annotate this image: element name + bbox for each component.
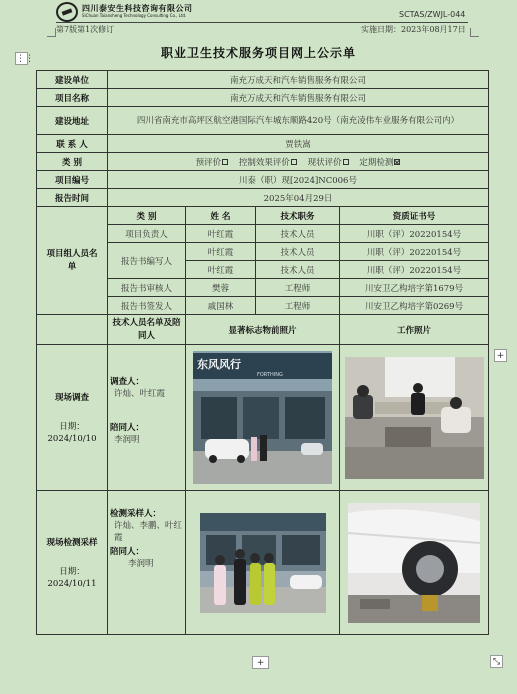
accompany-label: 陪同人： <box>110 423 145 433</box>
photos-header-blank <box>37 315 108 345</box>
plus-icon[interactable]: + <box>494 349 507 362</box>
sampling-people <box>108 491 186 635</box>
col-header-type: 类 别 <box>108 207 186 225</box>
label-project-number: 项目编号 <box>37 171 108 189</box>
member-type: 项目负责人 <box>108 225 186 243</box>
sign-text-en: FORTHING <box>257 372 283 378</box>
col-header-work-photo: 工作照片 <box>340 315 489 345</box>
value-project-number: 川泰（职）现[2024]NC006号 <box>108 171 489 189</box>
sampling-work-photo-cell <box>340 491 489 635</box>
move-handle-icon[interactable]: ⋮⋮ <box>16 54 34 64</box>
document-number: SCTAS/ZWJL-044 <box>399 10 466 19</box>
accompany-label: 陪同人： <box>110 547 145 557</box>
col-header-sign-photo: 显著标志物前照片 <box>186 315 340 345</box>
survey-row <box>37 345 489 491</box>
value-unit: 南充万成天和汽车销售服务有限公司 <box>108 71 489 89</box>
label-member-group: 项目组人员名单 <box>37 207 108 315</box>
version-info: 第7版第1次修订 <box>56 25 115 34</box>
survey-work-photo <box>345 357 484 479</box>
value-contact: 贾铁嵩 <box>108 135 489 153</box>
member-name: 叶红霞 <box>186 243 256 261</box>
document-header <box>0 0 517 40</box>
member-name: 叶红霞 <box>186 261 256 279</box>
member-type: 报告书编写人 <box>108 243 186 279</box>
checkbox-periodic-testing[interactable] <box>394 159 400 165</box>
sampling-team-photo <box>200 513 326 613</box>
sampling-sign-photo-cell <box>186 491 340 635</box>
label-project: 项目名称 <box>37 89 108 107</box>
col-header-duty: 技术职务 <box>256 207 340 225</box>
crop-mark-top-left <box>47 28 56 37</box>
member-type: 报告书审核人 <box>108 279 186 297</box>
member-name: 樊蓉 <box>186 279 256 297</box>
sampling-work-photo <box>348 503 480 623</box>
resize-icon[interactable]: ⤡ <box>490 655 503 668</box>
accompany-name: 李润明 <box>114 435 140 445</box>
category-option[interactable]: 控制效果评价 <box>239 158 297 168</box>
member-duty: 工程师 <box>256 279 340 297</box>
survey-date: 2024/10/10 <box>47 433 97 444</box>
label-report-time: 报告时间 <box>37 189 108 207</box>
label-unit: 建设单位 <box>37 71 108 89</box>
col-header-cert: 资质证书号 <box>340 207 489 225</box>
label-contact: 联 系 人 <box>37 135 108 153</box>
survey-people <box>108 345 186 491</box>
survey-date-label: 日期： <box>59 421 85 432</box>
label-category: 类 别 <box>37 153 108 171</box>
investigator-names: 许灿、叶红霞 <box>114 389 166 399</box>
category-option[interactable]: 定期检测 <box>359 158 400 168</box>
value-project: 南充万成天和汽车销售服务有限公司 <box>108 89 489 107</box>
survey-work-photo-cell <box>340 345 489 491</box>
checkbox-status-evaluation[interactable] <box>343 159 349 165</box>
value-address: 四川省南充市高坪区航空港国际汽车城东顺路420号（南充凌伟车业服务有限公司内） <box>108 107 489 135</box>
checkbox-control-effect[interactable] <box>291 159 297 165</box>
member-cert: 川安卫乙构培字第1679号 <box>340 279 489 297</box>
sampling-date: 2024/10/11 <box>47 578 97 589</box>
member-duty: 工程师 <box>256 297 340 315</box>
member-duty: 技术人员 <box>256 261 340 279</box>
survey-info <box>37 345 108 491</box>
member-cert: 川职（评）20220154号 <box>340 243 489 261</box>
sampling-info <box>37 491 108 635</box>
sign-text-cn: 东风风行 <box>197 358 241 371</box>
company-name-en: SiChuan Taiansheng Technology Consulting Co., Ltd. <box>82 13 187 18</box>
category-option[interactable]: 预评价 <box>196 158 229 168</box>
col-header-name: 姓 名 <box>186 207 256 225</box>
category-option[interactable]: 现状评价 <box>308 158 349 168</box>
company-name: 四川泰安生科技咨询有限公司 <box>82 4 193 13</box>
sampling-row <box>37 491 489 635</box>
category-options <box>108 153 489 171</box>
dealership-sign-photo <box>193 351 332 484</box>
investigator-label: 调查人： <box>110 377 145 387</box>
member-name: 叶红霞 <box>186 225 256 243</box>
member-cert: 川安卫乙构培字第0269号 <box>340 297 489 315</box>
member-duty: 技术人员 <box>256 225 340 243</box>
company-logo-icon <box>56 2 78 22</box>
sampler-names: 许灿、李鹏、叶红霞 <box>114 521 183 543</box>
member-cert: 川职（评）20220154号 <box>340 225 489 243</box>
label-address: 建设地址 <box>37 107 108 135</box>
crop-mark-top-right <box>470 28 479 37</box>
checkbox-preassessment[interactable] <box>222 159 228 165</box>
member-cert: 川职（评）20220154号 <box>340 261 489 279</box>
col-header-people: 技术人员名单及陪同人 <box>108 315 186 345</box>
member-name: 戚国林 <box>186 297 256 315</box>
sampling-title: 现场检测采样 <box>46 537 98 548</box>
member-type: 报告书签发人 <box>108 297 186 315</box>
member-duty: 技术人员 <box>256 243 340 261</box>
survey-sign-photo-cell <box>186 345 340 491</box>
header-divider <box>56 22 468 23</box>
sampler-label: 检测采样人： <box>110 509 162 519</box>
survey-title: 现场调查 <box>54 392 89 403</box>
implementation-date: 实施日期：2023年08月17日 <box>361 25 466 34</box>
sampling-date-label: 日期： <box>59 566 85 577</box>
accompany-name: 李润明 <box>128 559 154 569</box>
disclosure-table <box>36 70 489 635</box>
plus-icon[interactable]: + <box>252 656 269 669</box>
value-report-time: 2025年04月29日 <box>108 189 489 207</box>
page-title: 职业卫生技术服务项目网上公示单 <box>160 46 356 60</box>
